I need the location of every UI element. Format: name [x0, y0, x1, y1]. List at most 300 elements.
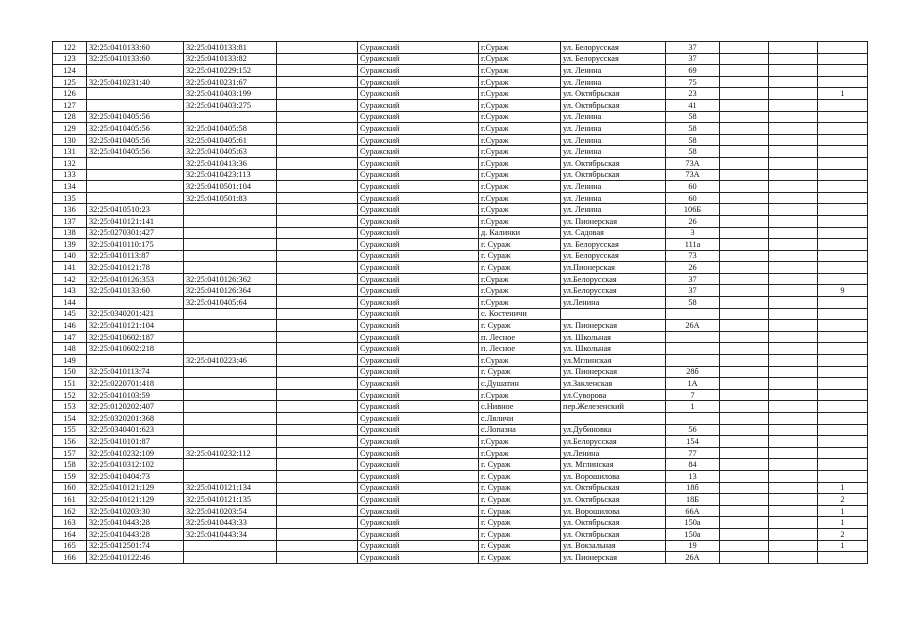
- row-number-cell: 151: [53, 378, 87, 390]
- parcel-cadastral-number-cell: [87, 181, 184, 193]
- extra-col-1-cell: [720, 227, 769, 239]
- parcel-cadastral-number-cell: 32:25:0410121:129: [87, 482, 184, 494]
- settlement-cell: г.Сураж: [479, 181, 561, 193]
- street-cell: ул. Ворошилова: [561, 505, 666, 517]
- extra-col-2-cell: [769, 540, 818, 552]
- district-cell: Суражский: [358, 273, 479, 285]
- building-cadastral-number-cell: [184, 262, 277, 274]
- settlement-cell: д. Калинки: [479, 227, 561, 239]
- extra-col-3-cell: 9: [818, 285, 868, 297]
- row-number-cell: 124: [53, 65, 87, 77]
- parcel-cadastral-number-cell: 32:25:0410312:102: [87, 459, 184, 471]
- table-row: [53, 552, 868, 564]
- settlement-cell: п. Лесное: [479, 343, 561, 355]
- settlement-cell: г. Сураж: [479, 250, 561, 262]
- table-row: [53, 389, 868, 401]
- house-number-cell: [666, 308, 720, 320]
- row-number-cell: 149: [53, 355, 87, 367]
- table-row: [53, 505, 868, 517]
- street-cell: ул. Ленина: [561, 204, 666, 216]
- settlement-cell: г.Сураж: [479, 447, 561, 459]
- extra-col-2-cell: [769, 482, 818, 494]
- district-cell: Суражский: [358, 227, 479, 239]
- street-cell: пер.Железенский: [561, 401, 666, 413]
- extra-col-1-cell: [720, 447, 769, 459]
- extra-col-3-cell: [818, 239, 868, 251]
- extra-col-2-cell: [769, 447, 818, 459]
- extra-col-2-cell: [769, 65, 818, 77]
- district-cell: Суражский: [358, 215, 479, 227]
- house-number-cell: 77: [666, 447, 720, 459]
- settlement-cell: г.Сураж: [479, 192, 561, 204]
- row-number-cell: 166: [53, 552, 87, 564]
- extra-col-2-cell: [769, 273, 818, 285]
- table-row: [53, 169, 868, 181]
- building-cadastral-number-cell: 32:25:0410121:135: [184, 494, 277, 506]
- extra-number-cell: [277, 459, 358, 471]
- street-cell: ул. Садовая: [561, 227, 666, 239]
- settlement-cell: г.Сураж: [479, 285, 561, 297]
- extra-number-cell: [277, 331, 358, 343]
- street-cell: ул. Ворошилова: [561, 470, 666, 482]
- table-row: [53, 273, 868, 285]
- table-row: [53, 65, 868, 77]
- parcel-cadastral-number-cell: [87, 355, 184, 367]
- parcel-cadastral-number-cell: 32:25:0220701:418: [87, 378, 184, 390]
- house-number-cell: 150а: [666, 528, 720, 540]
- row-number-cell: 144: [53, 297, 87, 309]
- house-number-cell: 37: [666, 285, 720, 297]
- extra-number-cell: [277, 528, 358, 540]
- registry-table: [52, 41, 868, 564]
- row-number-cell: 147: [53, 331, 87, 343]
- extra-col-1-cell: [720, 528, 769, 540]
- house-number-cell: 26: [666, 262, 720, 274]
- extra-col-1-cell: [720, 331, 769, 343]
- row-number-cell: 158: [53, 459, 87, 471]
- building-cadastral-number-cell: 32:25:0410501:104: [184, 181, 277, 193]
- parcel-cadastral-number-cell: 32:25:0410133:60: [87, 42, 184, 54]
- building-cadastral-number-cell: 32:25:0410126:364: [184, 285, 277, 297]
- building-cadastral-number-cell: 32:25:0410423:113: [184, 169, 277, 181]
- extra-col-2-cell: [769, 528, 818, 540]
- street-cell: ул.Суворова: [561, 389, 666, 401]
- settlement-cell: г. Сураж: [479, 239, 561, 251]
- street-cell: ул. Октябрьская: [561, 517, 666, 529]
- street-cell: ул.Белорусская: [561, 436, 666, 448]
- settlement-cell: г.Сураж: [479, 42, 561, 54]
- table-row: [53, 343, 868, 355]
- extra-col-1-cell: [720, 517, 769, 529]
- extra-col-1-cell: [720, 378, 769, 390]
- row-number-cell: 129: [53, 123, 87, 135]
- house-number-cell: 3: [666, 227, 720, 239]
- table-row: [53, 366, 868, 378]
- parcel-cadastral-number-cell: 32:25:0410122:46: [87, 552, 184, 564]
- table-row: [53, 111, 868, 123]
- house-number-cell: [666, 343, 720, 355]
- district-cell: Суражский: [358, 470, 479, 482]
- row-number-cell: 125: [53, 76, 87, 88]
- extra-col-2-cell: [769, 215, 818, 227]
- building-cadastral-number-cell: 32:25:0410403:199: [184, 88, 277, 100]
- extra-col-1-cell: [720, 320, 769, 332]
- extra-number-cell: [277, 146, 358, 158]
- street-cell: ул.Ленина: [561, 297, 666, 309]
- building-cadastral-number-cell: 32:25:0410133:82: [184, 53, 277, 65]
- table-row: [53, 204, 868, 216]
- extra-number-cell: [277, 65, 358, 77]
- parcel-cadastral-number-cell: 32:25:0410103:59: [87, 389, 184, 401]
- extra-col-1-cell: [720, 181, 769, 193]
- row-number-cell: 159: [53, 470, 87, 482]
- extra-col-3-cell: 2: [818, 528, 868, 540]
- extra-col-1-cell: [720, 285, 769, 297]
- extra-number-cell: [277, 308, 358, 320]
- extra-col-1-cell: [720, 169, 769, 181]
- extra-col-3-cell: [818, 99, 868, 111]
- table-row: [53, 285, 868, 297]
- row-number-cell: 146: [53, 320, 87, 332]
- extra-number-cell: [277, 285, 358, 297]
- house-number-cell: 13: [666, 470, 720, 482]
- extra-col-3-cell: [818, 343, 868, 355]
- settlement-cell: с.Ляличи: [479, 413, 561, 425]
- house-number-cell: 56: [666, 424, 720, 436]
- house-number-cell: 58: [666, 134, 720, 146]
- house-number-cell: 58: [666, 123, 720, 135]
- table-row: [53, 53, 868, 65]
- table-row: [53, 308, 868, 320]
- table-row: [53, 320, 868, 332]
- district-cell: Суражский: [358, 528, 479, 540]
- extra-col-2-cell: [769, 320, 818, 332]
- extra-col-2-cell: [769, 88, 818, 100]
- extra-col-2-cell: [769, 134, 818, 146]
- extra-col-3-cell: [818, 470, 868, 482]
- street-cell: [561, 308, 666, 320]
- street-cell: ул. Октябрьская: [561, 169, 666, 181]
- settlement-cell: п. Лесное: [479, 331, 561, 343]
- street-cell: ул.Белорусская: [561, 285, 666, 297]
- street-cell: ул. Ленина: [561, 65, 666, 77]
- settlement-cell: г.Сураж: [479, 65, 561, 77]
- parcel-cadastral-number-cell: [87, 297, 184, 309]
- parcel-cadastral-number-cell: 32:25:0270301:427: [87, 227, 184, 239]
- extra-col-2-cell: [769, 262, 818, 274]
- district-cell: Суражский: [358, 505, 479, 517]
- extra-number-cell: [277, 76, 358, 88]
- house-number-cell: 58: [666, 297, 720, 309]
- street-cell: ул. Мглинская: [561, 459, 666, 471]
- settlement-cell: г.Сураж: [479, 146, 561, 158]
- extra-col-2-cell: [769, 424, 818, 436]
- settlement-cell: с.Нивное: [479, 401, 561, 413]
- extra-number-cell: [277, 134, 358, 146]
- settlement-cell: г.Сураж: [479, 355, 561, 367]
- extra-col-3-cell: [818, 436, 868, 448]
- extra-col-1-cell: [720, 204, 769, 216]
- district-cell: Суражский: [358, 401, 479, 413]
- extra-col-2-cell: [769, 378, 818, 390]
- extra-col-3-cell: [818, 297, 868, 309]
- building-cadastral-number-cell: [184, 111, 277, 123]
- building-cadastral-number-cell: 32:25:0410231:67: [184, 76, 277, 88]
- house-number-cell: 28б: [666, 366, 720, 378]
- settlement-cell: г.Сураж: [479, 436, 561, 448]
- street-cell: ул. Октябрьская: [561, 157, 666, 169]
- extra-col-2-cell: [769, 157, 818, 169]
- house-number-cell: 84: [666, 459, 720, 471]
- row-number-cell: 122: [53, 42, 87, 54]
- parcel-cadastral-number-cell: 32:25:0410133:60: [87, 285, 184, 297]
- extra-col-1-cell: [720, 413, 769, 425]
- parcel-cadastral-number-cell: 32:25:0320201:368: [87, 413, 184, 425]
- row-number-cell: 153: [53, 401, 87, 413]
- parcel-cadastral-number-cell: 32:25:0410443:28: [87, 517, 184, 529]
- house-number-cell: 111а: [666, 239, 720, 251]
- building-cadastral-number-cell: [184, 470, 277, 482]
- district-cell: Суражский: [358, 424, 479, 436]
- building-cadastral-number-cell: 32:25:0410121:134: [184, 482, 277, 494]
- settlement-cell: г. Сураж: [479, 470, 561, 482]
- street-cell: ул. Вокзальная: [561, 540, 666, 552]
- extra-number-cell: [277, 99, 358, 111]
- extra-col-2-cell: [769, 308, 818, 320]
- parcel-cadastral-number-cell: 32:25:0410231:40: [87, 76, 184, 88]
- settlement-cell: г.Сураж: [479, 99, 561, 111]
- row-number-cell: 156: [53, 436, 87, 448]
- row-number-cell: 140: [53, 250, 87, 262]
- extra-col-3-cell: 1: [818, 540, 868, 552]
- house-number-cell: 18б: [666, 482, 720, 494]
- street-cell: ул. Белорусская: [561, 53, 666, 65]
- parcel-cadastral-number-cell: 32:25:0410121:78: [87, 262, 184, 274]
- extra-col-2-cell: [769, 436, 818, 448]
- building-cadastral-number-cell: [184, 343, 277, 355]
- table-row: [53, 540, 868, 552]
- extra-number-cell: [277, 517, 358, 529]
- district-cell: Суражский: [358, 204, 479, 216]
- table-row: [53, 528, 868, 540]
- table-row: [53, 470, 868, 482]
- building-cadastral-number-cell: 32:25:0410405:64: [184, 297, 277, 309]
- house-number-cell: 1: [666, 401, 720, 413]
- district-cell: Суражский: [358, 378, 479, 390]
- building-cadastral-number-cell: [184, 227, 277, 239]
- street-cell: ул. Октябрьская: [561, 482, 666, 494]
- table-row: [53, 297, 868, 309]
- district-cell: Суражский: [358, 308, 479, 320]
- district-cell: Суражский: [358, 540, 479, 552]
- extra-number-cell: [277, 273, 358, 285]
- building-cadastral-number-cell: 32:25:0410126:362: [184, 273, 277, 285]
- house-number-cell: 18Б: [666, 494, 720, 506]
- house-number-cell: 41: [666, 99, 720, 111]
- table-row: [53, 494, 868, 506]
- extra-col-1-cell: [720, 134, 769, 146]
- extra-col-1-cell: [720, 401, 769, 413]
- parcel-cadastral-number-cell: [87, 65, 184, 77]
- parcel-cadastral-number-cell: 32:25:0410113:87: [87, 250, 184, 262]
- row-number-cell: 138: [53, 227, 87, 239]
- extra-col-1-cell: [720, 157, 769, 169]
- table-row: [53, 76, 868, 88]
- row-number-cell: 127: [53, 99, 87, 111]
- building-cadastral-number-cell: [184, 215, 277, 227]
- extra-col-3-cell: 1: [818, 482, 868, 494]
- settlement-cell: г. Сураж: [479, 262, 561, 274]
- extra-col-3-cell: [818, 215, 868, 227]
- settlement-cell: г. Сураж: [479, 320, 561, 332]
- building-cadastral-number-cell: [184, 459, 277, 471]
- extra-col-1-cell: [720, 366, 769, 378]
- extra-col-1-cell: [720, 123, 769, 135]
- extra-col-2-cell: [769, 42, 818, 54]
- extra-number-cell: [277, 111, 358, 123]
- table-row: [53, 134, 868, 146]
- district-cell: Суражский: [358, 494, 479, 506]
- street-cell: ул. Пионерская: [561, 366, 666, 378]
- extra-col-3-cell: 2: [818, 494, 868, 506]
- house-number-cell: 106Б: [666, 204, 720, 216]
- extra-col-3-cell: 1: [818, 505, 868, 517]
- street-cell: ул. Ленина: [561, 181, 666, 193]
- parcel-cadastral-number-cell: 32:25:0410405:56: [87, 111, 184, 123]
- table-row: [53, 459, 868, 471]
- parcel-cadastral-number-cell: 32:25:0410121:141: [87, 215, 184, 227]
- extra-col-3-cell: 1: [818, 517, 868, 529]
- street-cell: ул. Октябрьская: [561, 494, 666, 506]
- table-row: [53, 413, 868, 425]
- district-cell: Суражский: [358, 239, 479, 251]
- district-cell: Суражский: [358, 436, 479, 448]
- extra-col-3-cell: [818, 320, 868, 332]
- extra-col-3-cell: [818, 111, 868, 123]
- extra-number-cell: [277, 42, 358, 54]
- row-number-cell: 161: [53, 494, 87, 506]
- parcel-cadastral-number-cell: [87, 99, 184, 111]
- parcel-cadastral-number-cell: 32:25:0410404:73: [87, 470, 184, 482]
- extra-col-2-cell: [769, 53, 818, 65]
- parcel-cadastral-number-cell: 32:25:0340201:421: [87, 308, 184, 320]
- extra-col-1-cell: [720, 65, 769, 77]
- parcel-cadastral-number-cell: 32:25:0410232:109: [87, 447, 184, 459]
- extra-col-3-cell: [818, 413, 868, 425]
- district-cell: Суражский: [358, 99, 479, 111]
- street-cell: ул. Белорусская: [561, 239, 666, 251]
- table-row: [53, 378, 868, 390]
- table-body: [53, 42, 868, 564]
- district-cell: Суражский: [358, 88, 479, 100]
- extra-col-2-cell: [769, 343, 818, 355]
- settlement-cell: г. Сураж: [479, 505, 561, 517]
- district-cell: Суражский: [358, 447, 479, 459]
- district-cell: Суражский: [358, 146, 479, 158]
- extra-col-2-cell: [769, 285, 818, 297]
- extra-col-1-cell: [720, 146, 769, 158]
- settlement-cell: г.Сураж: [479, 273, 561, 285]
- street-cell: ул. Октябрьская: [561, 528, 666, 540]
- row-number-cell: 150: [53, 366, 87, 378]
- settlement-cell: с.Лопазна: [479, 424, 561, 436]
- parcel-cadastral-number-cell: 32:25:0410113:74: [87, 366, 184, 378]
- table-row: [53, 181, 868, 193]
- extra-col-2-cell: [769, 413, 818, 425]
- district-cell: Суражский: [358, 134, 479, 146]
- extra-col-1-cell: [720, 505, 769, 517]
- table-row: [53, 250, 868, 262]
- district-cell: Суражский: [358, 552, 479, 564]
- extra-number-cell: [277, 227, 358, 239]
- district-cell: Суражский: [358, 111, 479, 123]
- extra-col-1-cell: [720, 470, 769, 482]
- building-cadastral-number-cell: [184, 378, 277, 390]
- building-cadastral-number-cell: [184, 389, 277, 401]
- district-cell: Суражский: [358, 181, 479, 193]
- extra-col-3-cell: [818, 355, 868, 367]
- parcel-cadastral-number-cell: 32:25:0410133:60: [87, 53, 184, 65]
- street-cell: ул. Ленина: [561, 111, 666, 123]
- house-number-cell: 37: [666, 53, 720, 65]
- extra-col-3-cell: [818, 262, 868, 274]
- row-number-cell: 165: [53, 540, 87, 552]
- extra-col-3-cell: [818, 227, 868, 239]
- parcel-cadastral-number-cell: 32:25:0410443:28: [87, 528, 184, 540]
- house-number-cell: 73: [666, 250, 720, 262]
- house-number-cell: 60: [666, 192, 720, 204]
- parcel-cadastral-number-cell: 32:25:0410405:56: [87, 123, 184, 135]
- extra-col-1-cell: [720, 494, 769, 506]
- extra-number-cell: [277, 343, 358, 355]
- extra-col-2-cell: [769, 227, 818, 239]
- extra-col-3-cell: [818, 146, 868, 158]
- extra-col-2-cell: [769, 111, 818, 123]
- row-number-cell: 152: [53, 389, 87, 401]
- building-cadastral-number-cell: 32:25:0410229:152: [184, 65, 277, 77]
- extra-col-2-cell: [769, 355, 818, 367]
- table-row: [53, 401, 868, 413]
- house-number-cell: [666, 355, 720, 367]
- extra-col-2-cell: [769, 169, 818, 181]
- parcel-cadastral-number-cell: 32:25:0410126:353: [87, 273, 184, 285]
- settlement-cell: г.Сураж: [479, 53, 561, 65]
- district-cell: Суражский: [358, 250, 479, 262]
- extra-col-3-cell: [818, 123, 868, 135]
- building-cadastral-number-cell: 32:25:0410501:83: [184, 192, 277, 204]
- extra-number-cell: [277, 53, 358, 65]
- row-number-cell: 132: [53, 157, 87, 169]
- district-cell: Суражский: [358, 355, 479, 367]
- table-row: [53, 331, 868, 343]
- street-cell: ул. Белорусская: [561, 42, 666, 54]
- extra-col-1-cell: [720, 297, 769, 309]
- extra-number-cell: [277, 320, 358, 332]
- house-number-cell: 150а: [666, 517, 720, 529]
- street-cell: ул. Ленина: [561, 192, 666, 204]
- building-cadastral-number-cell: 32:25:0410133:81: [184, 42, 277, 54]
- settlement-cell: г. Сураж: [479, 517, 561, 529]
- extra-col-2-cell: [769, 239, 818, 251]
- extra-col-3-cell: [818, 157, 868, 169]
- extra-col-1-cell: [720, 355, 769, 367]
- extra-col-1-cell: [720, 343, 769, 355]
- extra-number-cell: [277, 470, 358, 482]
- extra-col-2-cell: [769, 204, 818, 216]
- district-cell: Суражский: [358, 285, 479, 297]
- house-number-cell: 66А: [666, 505, 720, 517]
- row-number-cell: 131: [53, 146, 87, 158]
